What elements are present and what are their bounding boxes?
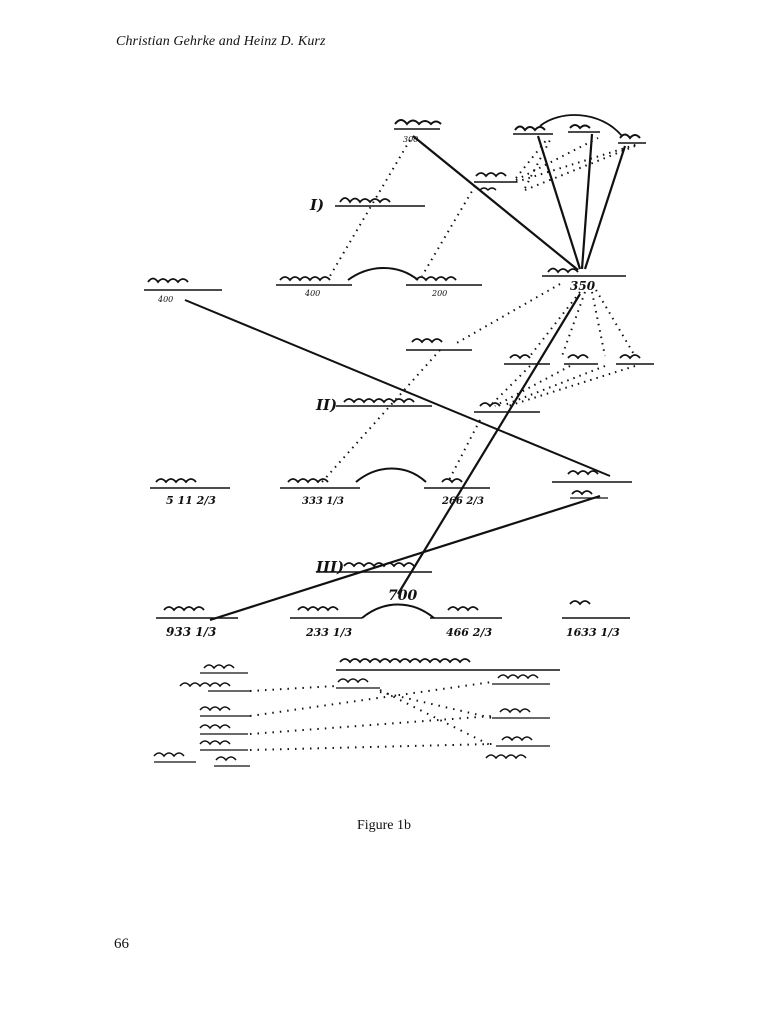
top-right-scribbles: [513, 115, 646, 143]
row2-node-c: [424, 479, 490, 488]
hub-value: 350: [570, 279, 596, 293]
mid-node-upper: [406, 339, 472, 350]
figure-1b: [130, 104, 690, 794]
row1-node-a: [276, 277, 352, 285]
bottom-schema: [154, 659, 560, 766]
circulation-diagram: [130, 104, 690, 794]
row2-node-left: [150, 479, 230, 488]
mid-right-row: [504, 355, 654, 364]
row3-arc: [362, 605, 434, 619]
row3-node-d: [562, 601, 630, 618]
long-diagonal-1: [185, 300, 610, 476]
row2-node-b: [280, 479, 360, 488]
bottom-dotted-links: [250, 682, 492, 750]
row3-node-b: [290, 607, 362, 618]
row-II-heading: [336, 399, 432, 406]
row1-node-b: [406, 277, 482, 285]
row3-top-value: 700: [388, 588, 418, 604]
row3-node-a: [156, 607, 238, 618]
top-center-value: 300: [403, 135, 419, 144]
hub-dotted-fan: [322, 284, 635, 482]
row1-left-value: 400: [158, 295, 174, 304]
row2-arc: [356, 469, 426, 483]
row3-b-value: 233 1/3: [306, 626, 353, 639]
row1-b-value: 200: [432, 289, 448, 298]
row-I-heading: [335, 198, 425, 206]
row-label-I: I): [310, 196, 325, 214]
row1-a-value: 400: [305, 289, 321, 298]
top-dotted-links: [330, 138, 638, 276]
top-scribble-center: [394, 120, 441, 129]
page-number: 66: [114, 936, 129, 952]
figure-caption: Figure 1b: [356, 818, 412, 833]
row2-node-right: [552, 471, 632, 498]
row-label-II: II): [316, 396, 338, 414]
produkt-label: [474, 173, 516, 190]
row3-a-value: 933 1/3: [166, 625, 217, 639]
row2-b-value: 333 1/3: [302, 496, 344, 507]
row2-a-value: 5 11 2/3: [166, 494, 216, 507]
row1-left-node: [144, 279, 222, 291]
running-head: Christian Gehrke and Heinz D. Kurz: [116, 34, 326, 49]
hub-label: [542, 269, 626, 277]
row2-c-value: 266 2/3: [442, 496, 484, 507]
row3-c-value: 466 2/3: [446, 626, 493, 639]
row3-d-value: 1633 1/3: [566, 626, 620, 639]
row-label-III: III): [316, 558, 345, 576]
row3-node-c: [430, 607, 502, 618]
solid-links-to-hub: [413, 134, 625, 270]
row1-arc: [348, 268, 418, 280]
